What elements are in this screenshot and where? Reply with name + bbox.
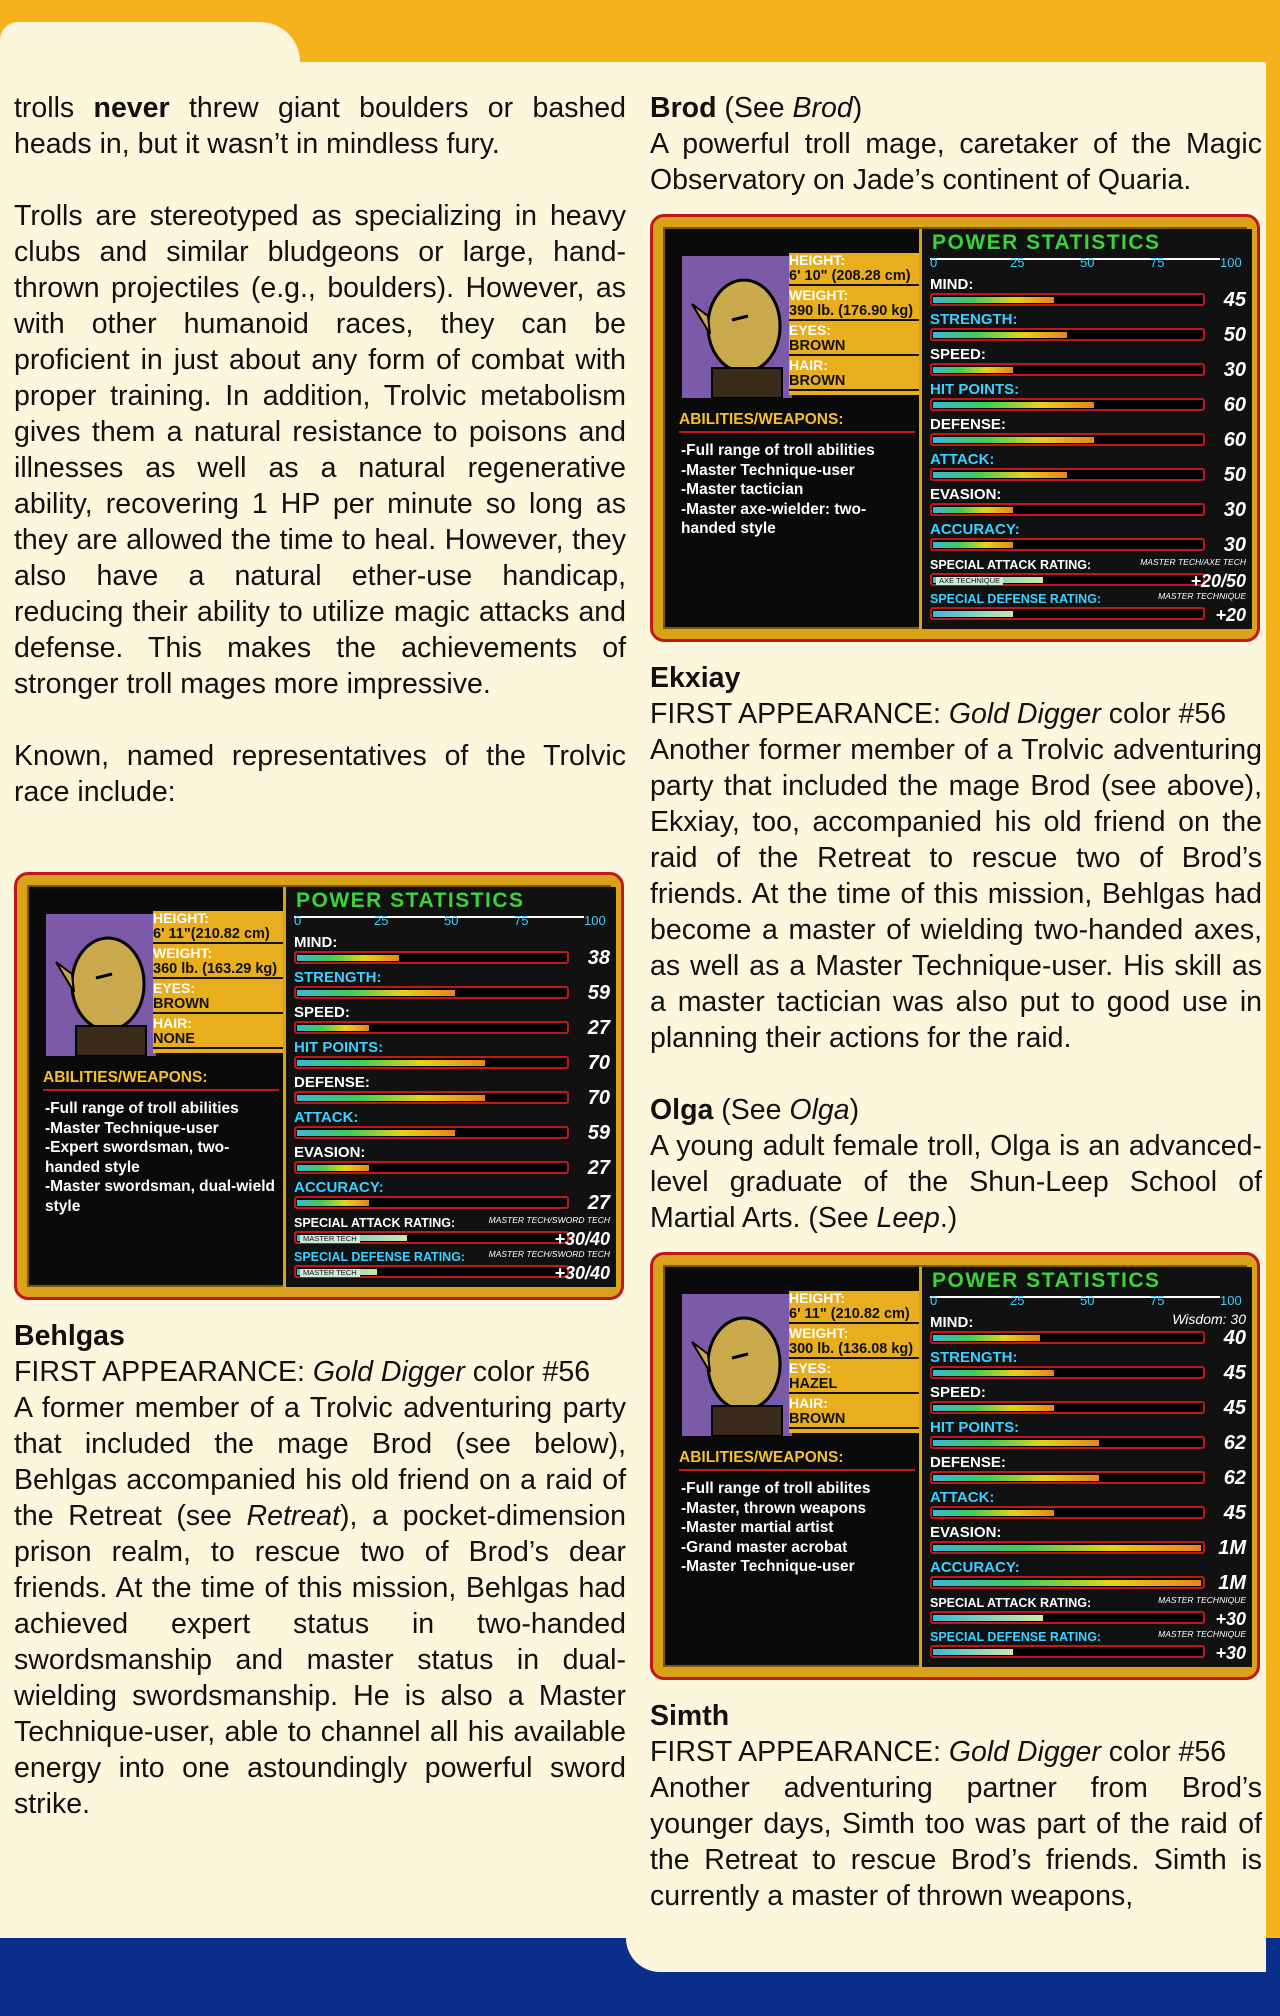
eyes-label: EYES: bbox=[789, 322, 832, 338]
portrait bbox=[679, 253, 795, 401]
stat-value: 27 bbox=[587, 1157, 610, 1179]
special-value: +30/40 bbox=[554, 1263, 610, 1283]
height-value: 6' 10" (208.28 cm) bbox=[789, 268, 919, 286]
ability-item: -Master Technique-user bbox=[681, 461, 855, 479]
scale-tick: 100 bbox=[1220, 1293, 1242, 1308]
ref: Leep bbox=[876, 1202, 940, 1234]
vitals-panel bbox=[153, 911, 283, 1053]
stat-row bbox=[294, 970, 610, 1004]
special-attack-row bbox=[294, 1215, 610, 1249]
wisdom-value: Wisdom: 30 bbox=[1172, 1311, 1246, 1327]
stat-row bbox=[930, 522, 1246, 556]
special-attack-row bbox=[930, 1595, 1246, 1629]
text: color #56 bbox=[1100, 1736, 1227, 1768]
simth-first-appearance bbox=[650, 1734, 1262, 1770]
special-note: MASTER TECHNIQUE bbox=[1158, 1595, 1246, 1605]
stat-value: 70 bbox=[587, 1087, 610, 1109]
scale-tick: 25 bbox=[374, 913, 389, 928]
special-tag: MASTER TECH bbox=[300, 1235, 360, 1243]
stat-value: 50 bbox=[1223, 324, 1246, 346]
power-statistics-panel bbox=[919, 229, 1252, 629]
ref: Brod bbox=[792, 92, 853, 124]
text: threw giant boulders or bashed heads in, but it wasn’t in mindless fury. bbox=[14, 92, 626, 160]
scale-line bbox=[930, 1296, 1220, 1298]
stat-label: ACCURACY: bbox=[930, 521, 1020, 538]
hair-value: NONE bbox=[153, 1031, 283, 1049]
special-note: MASTER TECH/AXE TECH bbox=[1140, 557, 1246, 567]
stat-value: 62 bbox=[1223, 1432, 1246, 1454]
stat-label: MIND: bbox=[930, 1314, 974, 1331]
stat-label: EVASION: bbox=[930, 486, 1002, 503]
special-note: MASTER TECH/SWORD TECH bbox=[488, 1215, 610, 1225]
scale-tick: 0 bbox=[930, 255, 938, 270]
stat-bar-fill bbox=[933, 1545, 1201, 1551]
stat-bar bbox=[930, 1366, 1205, 1379]
special-note: MASTER TECHNIQUE bbox=[1158, 1629, 1246, 1639]
special-label: SPECIAL DEFENSE RATING: bbox=[930, 1630, 1102, 1644]
stat-bar bbox=[930, 328, 1205, 341]
scale-tick: 75 bbox=[1150, 255, 1165, 270]
stat-bar bbox=[294, 1021, 569, 1034]
stat-row bbox=[294, 1005, 610, 1039]
power-statistics-panel bbox=[283, 887, 616, 1287]
stat-row bbox=[930, 1560, 1246, 1594]
text: FIRST APPEARANCE: bbox=[650, 698, 949, 730]
behlgas-description bbox=[14, 1390, 626, 1822]
special-bar bbox=[930, 1645, 1205, 1658]
text: ) bbox=[849, 1094, 860, 1126]
special-value: +20 bbox=[1215, 605, 1246, 625]
weight-value: 300 lb. (136.08 kg) bbox=[789, 1341, 919, 1359]
stat-row bbox=[930, 1311, 1246, 1349]
stat-bar-fill bbox=[297, 1025, 369, 1031]
stat-bar-fill bbox=[297, 1165, 369, 1171]
ability-item: -Full range of troll abilites bbox=[681, 1480, 871, 1497]
stat-label: DEFENSE: bbox=[930, 416, 1006, 433]
stat-bar-fill bbox=[933, 507, 1013, 513]
stat-row bbox=[294, 1110, 610, 1144]
stat-value: 59 bbox=[587, 1122, 610, 1144]
stat-value: 1M bbox=[1218, 1572, 1246, 1594]
brod-heading bbox=[650, 90, 1262, 126]
ability-item: -Master axe-wielder: two-handed style bbox=[681, 500, 867, 537]
scale-tick: 100 bbox=[584, 913, 606, 928]
vitals-panel bbox=[789, 1291, 919, 1433]
stat-bar-fill bbox=[933, 1440, 1099, 1446]
special-defense-row bbox=[294, 1249, 610, 1283]
stat-row bbox=[930, 1420, 1246, 1454]
stat-scale bbox=[930, 255, 1242, 275]
special-label: SPECIAL ATTACK RATING: bbox=[930, 1596, 1092, 1610]
abilities-list bbox=[45, 1099, 281, 1216]
stat-bar bbox=[930, 503, 1205, 516]
stat-value: 27 bbox=[587, 1192, 610, 1214]
ability-item: -Master tactician bbox=[681, 481, 804, 498]
simth-description: Another adventuring partner from Brod’s younger days, Simth too was part of the raid of the Retreat to rescue Brod’s friends. Simth is currently a master of thrown weapons, bbox=[650, 1772, 1262, 1912]
eyes-label: EYES: bbox=[789, 1360, 832, 1376]
name: Ekxiay bbox=[650, 662, 741, 694]
ekxiay-heading bbox=[650, 660, 1262, 696]
stat-row bbox=[930, 1455, 1246, 1489]
stat-value: 45 bbox=[1223, 1362, 1246, 1384]
special-bar bbox=[930, 573, 1205, 586]
title: Gold Digger bbox=[948, 1736, 1101, 1768]
stat-bar bbox=[294, 1126, 569, 1139]
eyes-value: BROWN bbox=[789, 338, 919, 356]
stat-bar bbox=[930, 1541, 1205, 1554]
stat-scale bbox=[930, 1293, 1242, 1313]
ref: Retreat bbox=[246, 1500, 341, 1532]
stat-value: 60 bbox=[1223, 394, 1246, 416]
simth-heading bbox=[650, 1698, 1262, 1734]
troll-portrait-icon bbox=[682, 256, 792, 398]
scale-line bbox=[294, 916, 584, 918]
scale-tick: 75 bbox=[1150, 1293, 1165, 1308]
text: color #56 bbox=[464, 1356, 591, 1388]
stat-row bbox=[930, 452, 1246, 486]
stat-card-simth bbox=[650, 1252, 1260, 1680]
stat-label: STRENGTH: bbox=[930, 311, 1018, 328]
stat-label: SPEED: bbox=[294, 1004, 350, 1021]
text: (See bbox=[713, 1094, 790, 1126]
stat-value: 1M bbox=[1218, 1537, 1246, 1559]
stat-value: 45 bbox=[1223, 289, 1246, 311]
stat-value: 40 bbox=[1223, 1327, 1246, 1349]
name: Behlgas bbox=[14, 1320, 125, 1352]
special-label: SPECIAL DEFENSE RATING: bbox=[294, 1250, 466, 1264]
hair-value: BROWN bbox=[789, 1411, 919, 1429]
ability-item: -Master martial artist bbox=[681, 1519, 834, 1536]
scale-tick: 100 bbox=[1220, 255, 1242, 270]
stat-row bbox=[930, 312, 1246, 346]
stat-bar bbox=[930, 293, 1205, 306]
special-bar-fill bbox=[933, 1615, 1043, 1621]
troll-portrait-icon bbox=[46, 914, 156, 1056]
special-bar bbox=[294, 1265, 569, 1278]
stat-bar-fill bbox=[297, 1130, 455, 1136]
right-column bbox=[650, 90, 1262, 1914]
special-tag: AXE TECHNIQUE bbox=[936, 577, 1003, 585]
stat-label: STRENGTH: bbox=[930, 1349, 1018, 1366]
stat-row bbox=[930, 277, 1246, 311]
special-note: MASTER TECHNIQUE bbox=[1158, 591, 1246, 601]
stat-label: DEFENSE: bbox=[930, 1454, 1006, 1471]
ability-item: -Master, thrown weapons bbox=[681, 1499, 867, 1517]
stat-bar bbox=[930, 1506, 1205, 1519]
stat-label: EVASION: bbox=[930, 1524, 1002, 1541]
stat-bar-fill bbox=[933, 542, 1013, 548]
abilities-heading: ABILITIES/WEAPONS: bbox=[679, 411, 844, 428]
stat-row bbox=[294, 1145, 610, 1179]
stat-label: HIT POINTS: bbox=[294, 1039, 384, 1056]
stat-bar-fill bbox=[933, 402, 1094, 408]
text: .) bbox=[939, 1202, 958, 1234]
ability-item: -Master Technique-user bbox=[45, 1119, 219, 1137]
height-label: HEIGHT: bbox=[153, 910, 209, 926]
stat-row bbox=[294, 1075, 610, 1109]
stat-label: ATTACK: bbox=[930, 1489, 995, 1506]
hair-label: HAIR: bbox=[789, 357, 828, 373]
olga-heading bbox=[650, 1092, 1262, 1128]
ekxiay-first-appearance bbox=[650, 696, 1262, 732]
stat-label: SPEED: bbox=[930, 1384, 986, 1401]
weight-value: 390 lb. (176.90 kg) bbox=[789, 303, 919, 321]
stat-bar-fill bbox=[297, 1060, 485, 1066]
special-value: +30 bbox=[1215, 1643, 1246, 1663]
special-bar bbox=[930, 1611, 1205, 1624]
card-panel bbox=[663, 227, 1247, 629]
ability-item: -Master swordsman, dual-wield style bbox=[45, 1178, 275, 1215]
stat-row bbox=[930, 1385, 1246, 1419]
stat-row bbox=[930, 1490, 1246, 1524]
stat-value: 62 bbox=[1223, 1467, 1246, 1489]
stat-bar-fill bbox=[933, 1335, 1040, 1341]
stat-value: 30 bbox=[1223, 359, 1246, 381]
stat-bar-fill bbox=[933, 367, 1013, 373]
abilities-list bbox=[681, 1479, 917, 1577]
portrait bbox=[43, 911, 159, 1059]
stat-value: 30 bbox=[1223, 499, 1246, 521]
power-statistics-title: POWER STATISTICS bbox=[932, 231, 1161, 254]
card-panel bbox=[27, 885, 611, 1287]
stat-bar bbox=[930, 1471, 1205, 1484]
stat-bar-fill bbox=[933, 472, 1067, 478]
ability-item: -Full range of troll abilities bbox=[681, 442, 875, 459]
abilities-heading: ABILITIES/WEAPONS: bbox=[679, 1449, 844, 1466]
height-label: HEIGHT: bbox=[789, 1290, 845, 1306]
text: A former member of a Trolvic adventuring party that included the mage Brod (see below), Behlgas accompanied his old friend on a raid of the Retreat (see bbox=[14, 1392, 626, 1532]
text: FIRST APPEARANCE: bbox=[14, 1356, 313, 1388]
stat-label: SPEED: bbox=[930, 346, 986, 363]
power-statistics-panel bbox=[919, 1267, 1252, 1667]
stat-value: 60 bbox=[1223, 429, 1246, 451]
title: Gold Digger bbox=[312, 1356, 465, 1388]
special-label: SPECIAL ATTACK RATING: bbox=[930, 558, 1092, 572]
stat-bar-fill bbox=[297, 1200, 369, 1206]
special-bar bbox=[930, 607, 1205, 620]
representatives-paragraph: Known, named representatives of the Trolvic race include: bbox=[14, 740, 626, 808]
stat-label: MIND: bbox=[294, 934, 338, 951]
behlgas-heading bbox=[14, 1318, 626, 1354]
special-bar bbox=[294, 1231, 569, 1244]
text: A young adult female troll, Olga is an advanced-level graduate of the Shun-Leep School of Martial Arts. (See bbox=[650, 1130, 1262, 1234]
stat-value: 38 bbox=[587, 947, 610, 969]
troll-portrait-icon bbox=[682, 1294, 792, 1436]
name: Olga bbox=[650, 1094, 714, 1126]
stat-bar bbox=[930, 398, 1205, 411]
stat-value: 70 bbox=[587, 1052, 610, 1074]
stat-row bbox=[294, 1180, 610, 1214]
olga-description bbox=[650, 1128, 1262, 1236]
stat-bar-fill bbox=[933, 1405, 1054, 1411]
power-statistics-title: POWER STATISTICS bbox=[296, 889, 525, 912]
stat-bar-fill bbox=[933, 1370, 1054, 1376]
stat-bar bbox=[930, 468, 1205, 481]
stat-bar bbox=[930, 1576, 1205, 1589]
ability-item: -Full range of troll abilities bbox=[45, 1100, 239, 1117]
hair-label: HAIR: bbox=[789, 1395, 828, 1411]
abilities-heading: ABILITIES/WEAPONS: bbox=[43, 1069, 208, 1086]
special-attack-row bbox=[930, 557, 1246, 591]
stat-row bbox=[930, 347, 1246, 381]
scale-tick: 0 bbox=[930, 1293, 938, 1308]
hair-label: HAIR: bbox=[153, 1015, 192, 1031]
special-value: +20/50 bbox=[1190, 571, 1246, 591]
ref: Olga bbox=[789, 1094, 850, 1126]
ekxiay-description: Another former member of a Trolvic adventuring party that included the mage Brod (see above), Ekxiay, too, accompanied his old friend on the raid of the Retreat to rescue two of Brod’s friends. At the time of this mission, Behlgas had become a master of wielding two-handed axes, as well as a Master Technique-user. His skill as a master tactician was also put to good use in planning their actions for the raid. bbox=[650, 734, 1262, 1054]
stat-bar-fill bbox=[297, 1095, 485, 1101]
stat-bar bbox=[930, 1436, 1205, 1449]
stat-bar-fill bbox=[297, 990, 455, 996]
name: Brod bbox=[650, 92, 717, 124]
stat-value: 59 bbox=[587, 982, 610, 1004]
portrait bbox=[679, 1291, 795, 1439]
abilities-divider bbox=[43, 1089, 279, 1091]
stat-bar-fill bbox=[933, 437, 1094, 443]
stat-label: EVASION: bbox=[294, 1144, 366, 1161]
special-note: MASTER TECH/SWORD TECH bbox=[488, 1249, 610, 1259]
abilities-list bbox=[681, 441, 917, 539]
stat-label: ATTACK: bbox=[930, 451, 995, 468]
stat-bar-fill bbox=[933, 297, 1054, 303]
stat-bar bbox=[930, 433, 1205, 446]
stat-value: 45 bbox=[1223, 1397, 1246, 1419]
text: ), a pocket-dimension prison realm, to rescue two of Brod’s dear friends. At the time of this mission, Behlgas had achieved expert status in two-handed swordsmanship and master status in dual-wielding swordsmanship. He is also a Master Technique-user, able to channel all his available energy into one astoundingly powerful sword strike. bbox=[14, 1500, 626, 1820]
weight-label: WEIGHT: bbox=[789, 1325, 849, 1341]
text: trolls bbox=[14, 92, 94, 124]
stat-bar bbox=[294, 1196, 569, 1209]
stat-card-brod bbox=[650, 214, 1260, 642]
stat-row bbox=[930, 417, 1246, 451]
name: Simth bbox=[650, 1700, 730, 1732]
stat-bar bbox=[294, 951, 569, 964]
stat-label: DEFENSE: bbox=[294, 1074, 370, 1091]
brod-description: A powerful troll mage, caretaker of the Magic Observatory on Jade’s continent of Quaria. bbox=[650, 128, 1262, 196]
intro-paragraph bbox=[14, 90, 626, 162]
stat-label: ATTACK: bbox=[294, 1109, 359, 1126]
stat-label: ACCURACY: bbox=[294, 1179, 384, 1196]
height-label: HEIGHT: bbox=[789, 252, 845, 268]
stat-bar bbox=[294, 1091, 569, 1104]
height-value: 6' 11" (210.82 cm) bbox=[789, 1306, 919, 1324]
stat-bar-fill bbox=[933, 1475, 1099, 1481]
ability-item: -Master Technique-user bbox=[681, 1558, 855, 1575]
scale-tick: 75 bbox=[514, 913, 529, 928]
card-panel bbox=[663, 1265, 1247, 1667]
stat-row bbox=[294, 1040, 610, 1074]
stat-label: ACCURACY: bbox=[930, 1559, 1020, 1576]
text: FIRST APPEARANCE: bbox=[650, 1736, 949, 1768]
stat-label: HIT POINTS: bbox=[930, 381, 1020, 398]
eyes-value: BROWN bbox=[153, 996, 283, 1014]
stat-value: 30 bbox=[1223, 534, 1246, 556]
text: color #56 bbox=[1100, 698, 1227, 730]
stat-row bbox=[930, 1350, 1246, 1384]
stat-bar bbox=[294, 986, 569, 999]
stat-bar bbox=[930, 538, 1205, 551]
vitals-panel bbox=[789, 253, 919, 395]
scale-tick: 25 bbox=[1010, 1293, 1025, 1308]
special-defense-row bbox=[930, 591, 1246, 625]
stat-label: STRENGTH: bbox=[294, 969, 382, 986]
stat-label: MIND: bbox=[930, 276, 974, 293]
special-value: +30/40 bbox=[554, 1229, 610, 1249]
stat-row bbox=[930, 487, 1246, 521]
special-label: SPECIAL ATTACK RATING: bbox=[294, 1216, 456, 1230]
stat-value: 27 bbox=[587, 1017, 610, 1039]
stat-label: HIT POINTS: bbox=[930, 1419, 1020, 1436]
stat-bar bbox=[930, 1331, 1205, 1344]
power-statistics-title: POWER STATISTICS bbox=[932, 1269, 1161, 1292]
special-bar-fill bbox=[933, 611, 1013, 617]
special-defense-row bbox=[930, 1629, 1246, 1663]
behlgas-first-appearance bbox=[14, 1354, 626, 1390]
abilities-divider bbox=[679, 1469, 915, 1471]
text: (See bbox=[716, 92, 793, 124]
special-bar-fill bbox=[933, 1649, 1013, 1655]
ability-item: -Expert swordsman, two-handed style bbox=[45, 1139, 230, 1176]
emphasis-never: never bbox=[93, 92, 170, 124]
scale-tick: 0 bbox=[294, 913, 302, 928]
stat-value: 45 bbox=[1223, 1502, 1246, 1524]
eyes-label: EYES: bbox=[153, 980, 196, 996]
abilities-divider bbox=[679, 431, 915, 433]
stat-row bbox=[930, 1525, 1246, 1559]
stat-scale bbox=[294, 913, 606, 933]
stat-row bbox=[930, 382, 1246, 416]
height-value: 6' 11"(210.82 cm) bbox=[153, 926, 283, 944]
title: Gold Digger bbox=[948, 698, 1101, 730]
stat-bar bbox=[930, 1401, 1205, 1414]
trolls-paragraph: Trolls are stereotyped as specializing in heavy clubs and similar bludgeons or large, hand-thrown projectiles (e.g., boulders). However, as with other humanoid races, they can be proficient in just about any form of combat with proper training. In addition, Trolvic metabolism gives them a natural resistance to poisons and illnesses as well as a natural regenerative ability, recovering 1 HP per minute so long as they are allowed the time to heal. However, they also have a natural ether-use handicap, reducing their ability to utilize magic attacks and defense. This makes the achievements of stronger troll mages more impressive. bbox=[14, 200, 626, 700]
weight-label: WEIGHT: bbox=[153, 945, 213, 961]
scale-tick: 50 bbox=[1080, 255, 1095, 270]
stat-bar bbox=[294, 1161, 569, 1174]
special-tag: MASTER TECH bbox=[300, 1269, 360, 1277]
weight-label: WEIGHT: bbox=[789, 287, 849, 303]
ability-item: -Grand master acrobat bbox=[681, 1538, 848, 1556]
stat-row bbox=[294, 935, 610, 969]
eyes-value: HAZEL bbox=[789, 1376, 919, 1394]
scale-tick: 50 bbox=[1080, 1293, 1095, 1308]
weight-value: 360 lb. (163.29 kg) bbox=[153, 961, 283, 979]
stat-bar-fill bbox=[933, 1510, 1054, 1516]
scale-tick: 25 bbox=[1010, 255, 1025, 270]
stat-bar-fill bbox=[933, 1580, 1201, 1586]
special-value: +30 bbox=[1215, 1609, 1246, 1629]
hair-value: BROWN bbox=[789, 373, 919, 391]
stat-card-behlgas bbox=[14, 872, 624, 1300]
text: ) bbox=[852, 92, 863, 124]
stat-bar bbox=[930, 363, 1205, 376]
scale-tick: 50 bbox=[444, 913, 459, 928]
special-label: SPECIAL DEFENSE RATING: bbox=[930, 592, 1102, 606]
stat-value: 50 bbox=[1223, 464, 1246, 486]
stat-bar-fill bbox=[933, 332, 1067, 338]
scale-line bbox=[930, 258, 1220, 260]
stat-bar bbox=[294, 1056, 569, 1069]
left-column bbox=[14, 90, 626, 1822]
stat-bar-fill bbox=[297, 955, 399, 961]
